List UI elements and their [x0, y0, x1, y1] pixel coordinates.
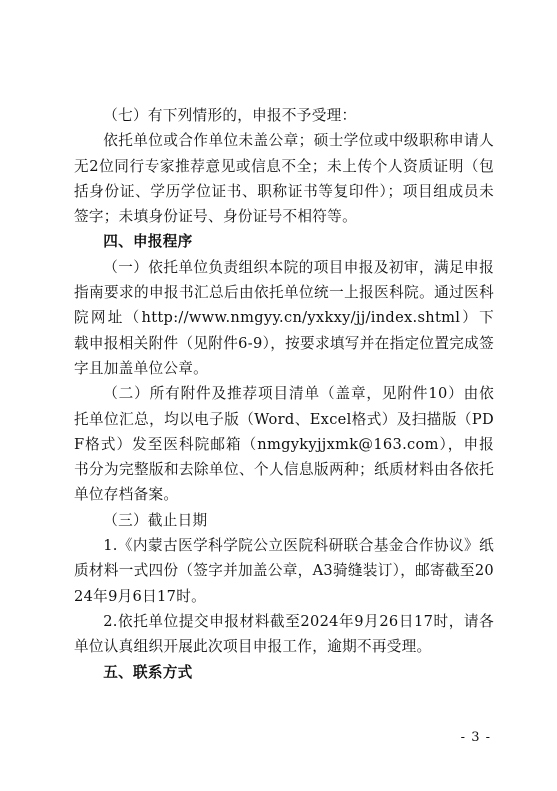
paragraph-deadline-1: 1.《内蒙古医学科学院公立医院科研联合基金合作协议》纸质材料一式四份（签字并加盖公章，A3骑缝装订），邮寄截至2024年9月6日17时。 — [74, 537, 494, 605]
paragraph-deadline-2: 2.依托单位提交申报材料截至2024年9月26日17时，请各单位认真组织开展此次项目申报工作，逾期不再受理。 — [74, 612, 494, 656]
section-heading-contact: 五、联系方式 — [103, 663, 193, 681]
paragraph-deadline-heading: （三）截止日期 — [103, 511, 208, 529]
paragraph-procedure-1: （一）依托单位负责组织本院的项目申报及初审，满足申报指南要求的申报书汇总后由依托单位统一上报医科院。通过医科院网址（http://www.nmgyy.cn/yxkxy/jj/index.shtml）下载申报相关附件（见附件6-9），按要求填写并在指定位置完成签字且加盖单位公章。 — [74, 258, 494, 377]
paragraph-procedure-2: （二）所有附件及推荐项目清单（盖章，见附件10）由依托单位汇总，均以电子版（Word、Excel格式）及扫描版（PDF格式）发至医科院邮箱（nmgykyjjxmk@163.com），申报书分为完整版和去除单位、个人信息版两种；纸质材料由各依托单位存档备案。 — [74, 385, 494, 504]
page-number: - 3 - — [460, 730, 491, 745]
paragraph-7-rejection-conditions: （七）有下列情形的，申报不予受理： — [103, 107, 357, 124]
document-body — [74, 103, 494, 685]
section-heading-application-procedure: 四、申报程序 — [103, 233, 193, 251]
paragraph-rejection-details: 依托单位或合作单位未盖公章；硕士学位或中级职称申请人无2位同行专家推荐意见或信息不全；未上传个人资质证明（包括身份证、学历学位证书、职称证书等复印件）；项目组成员未签字；未填身份证号、身份证号不相符等。 — [74, 132, 494, 226]
